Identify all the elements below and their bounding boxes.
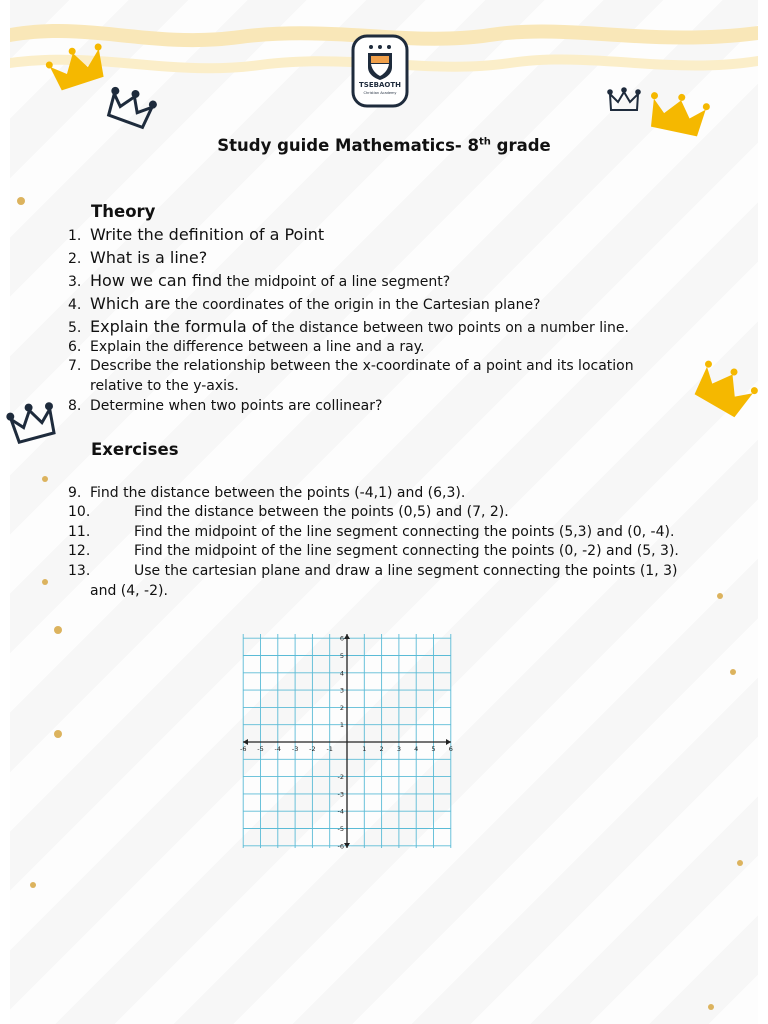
x-tick-label: -3 (291, 745, 299, 753)
exercise-item: 10. Find the distance between the points (0,5) and (7, 2). (68, 504, 509, 520)
y-tick-label: -2 (337, 773, 344, 782)
decor-dot (708, 1004, 714, 1010)
title-end: grade (490, 136, 551, 155)
page-title (0, 136, 768, 155)
y-tick-label: 5 (339, 652, 344, 660)
crown-outline-icon (606, 86, 642, 114)
logo-name: TSEBAOTH (359, 81, 401, 89)
decor-dot (42, 476, 48, 482)
y-tick-label: 2 (339, 703, 344, 712)
decor-dot (30, 882, 36, 888)
logo-subtitle: Christian Academy (363, 91, 397, 95)
y-tick-label: 3 (339, 686, 344, 695)
decor-dot (730, 669, 736, 675)
theory-item: 7. Describe the relationship between the x-coordinate of a point and its location relative to the y-axis. (68, 358, 634, 394)
x-tick-label: 5 (431, 745, 436, 753)
title-main: Study guide Mathematics- 8 (217, 136, 479, 155)
crown-outline-icon (8, 400, 58, 448)
x-tick-label: 6 (448, 745, 453, 753)
x-tick-label: 4 (414, 745, 419, 753)
theory-item: 8. Determine when two points are collinear? (68, 398, 383, 414)
y-tick-label: 1 (339, 721, 344, 730)
crown-icon (48, 42, 110, 96)
cartesian-grid (239, 634, 453, 851)
decor-dot (54, 626, 62, 634)
x-tick-label: -2 (309, 745, 316, 753)
x-tick-label: 2 (379, 745, 384, 753)
cartesian-plane (239, 634, 453, 851)
x-tick-label: -1 (326, 745, 333, 753)
exercise-item: 12. Find the midpoint of the line segment connecting the points (0, -2) and (5, 3). (68, 543, 679, 559)
exercise-item: 9. Find the distance between the points (-4,1) and (6,3). (68, 485, 466, 501)
y-tick-label: 4 (339, 669, 344, 678)
decor-dot (17, 197, 25, 205)
crown-outline-icon (104, 86, 156, 132)
theory-item: 4. Which are the coordinates of the origin in the Cartesian plane? (68, 294, 541, 313)
decor-dot (42, 579, 48, 585)
school-logo (351, 34, 409, 110)
theory-item: 1. Write the definition of a Point (68, 225, 325, 244)
theory-item: 2. What is a line? (68, 248, 208, 267)
theory-heading: Theory (91, 202, 156, 221)
exercise-item: 13. Use the cartesian plane and draw a line segment connecting the points (1, 3) and (4, -2). (68, 563, 678, 599)
y-tick-label: -3 (337, 790, 344, 799)
theory-item: 3. How we can find the midpoint of a line segment? (68, 271, 451, 290)
y-tick-label: -6 (337, 842, 344, 851)
theory-item: 6. Explain the difference between a line and a ray. (68, 339, 425, 355)
y-tick-label: 6 (339, 634, 344, 643)
y-tick-label: -4 (337, 807, 344, 816)
y-tick-label: -5 (337, 825, 344, 833)
title-superscript: th (478, 136, 491, 148)
decor-dot (54, 730, 62, 738)
x-tick-label: -4 (274, 745, 282, 753)
x-tick-label: -6 (239, 745, 247, 753)
exercise-item: 11. Find the midpoint of the line segment connecting the points (5,3) and (0, -4). (68, 524, 675, 540)
crown-icon (646, 88, 710, 142)
x-tick-label: 1 (362, 745, 367, 753)
x-tick-label: -5 (257, 745, 264, 753)
theory-item: 5. Explain the formula of the distance between two points on a number line. (68, 317, 629, 336)
x-tick-label: 3 (396, 745, 401, 753)
axis-arrow (344, 634, 350, 639)
decor-dot (737, 860, 743, 866)
exercises-heading: Exercises (91, 440, 179, 459)
